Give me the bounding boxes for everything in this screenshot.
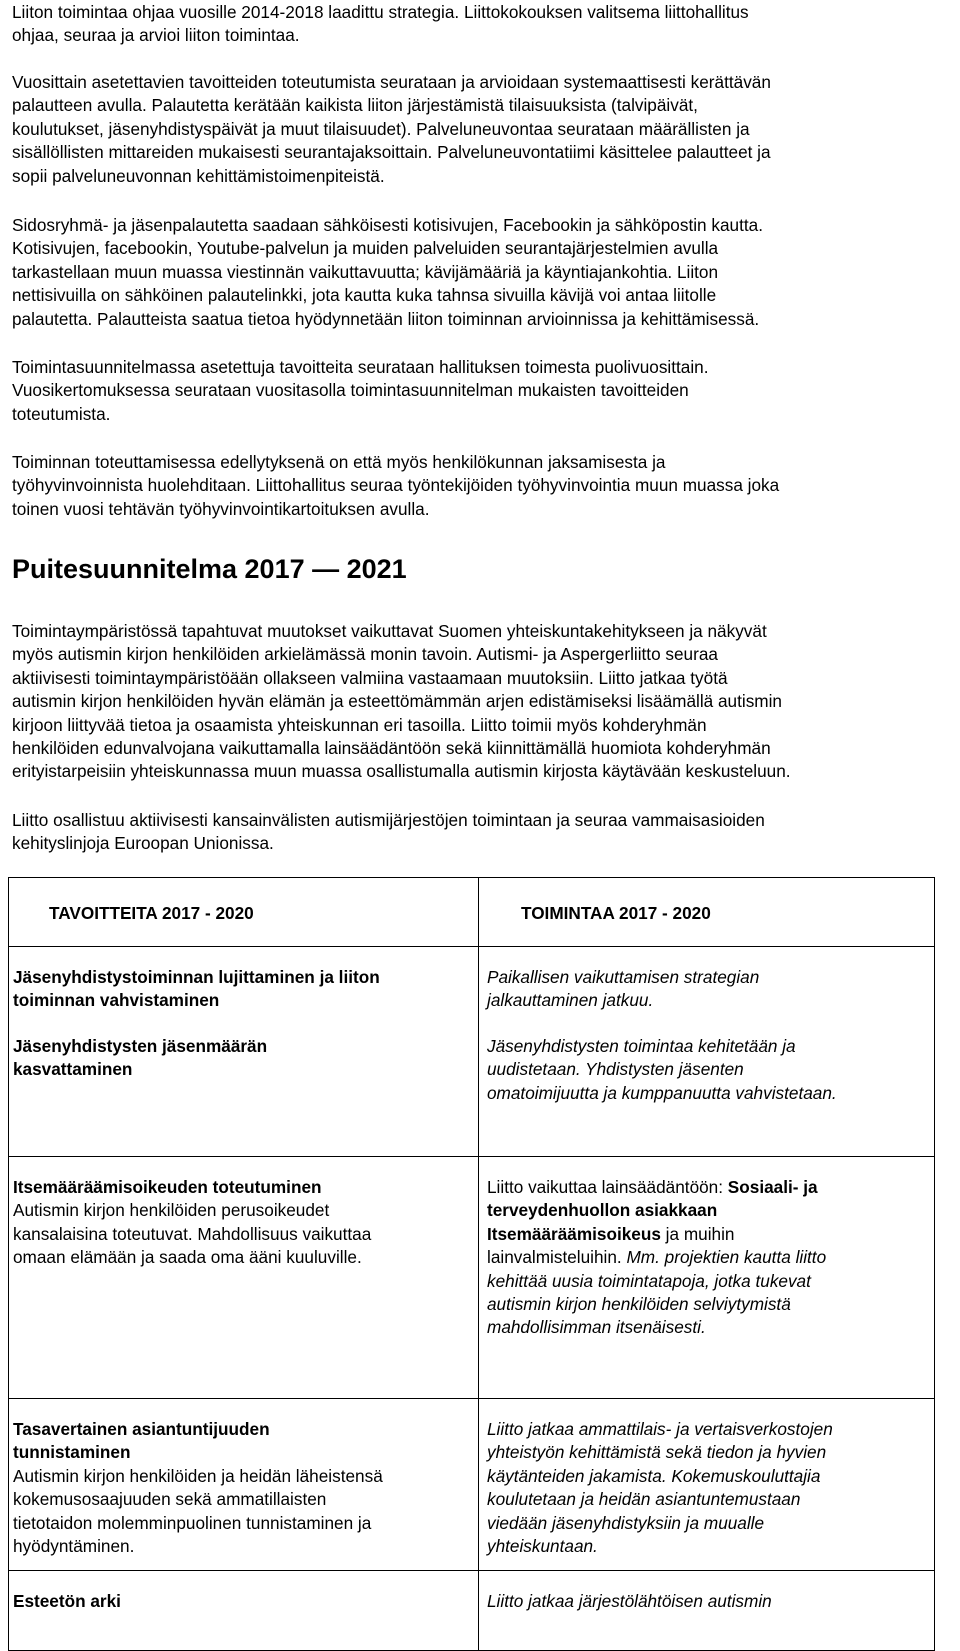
paragraph-environment: Toimintaympäristössä tapahtuvat muutokset vaikuttavat Suomen yhteiskuntakehitykseen ja näkyvät myös autismin kirjon henkilöiden arkielämässä monin tavoin. Autismi- ja Aspergerliitto seuraa aktiivisesti toimintaympäristöään ollakseen valmiina vastaamaan muutoksiin. Liitto jatkaa työtä autismin kirjon henkilöiden hyvän elämän ja esteettömämmän arjen edistämiseksi lisäämällä autismin kirjoon liittyvää tietoa ja osaamista yhteiskunnan eri tasoilla. Liitto toimii myös kohderyhmän henkilöiden edunvalvojana vaikuttamalla lainsäädäntöön sekä kiinnittämällä huomiota kohderyhmän erityistarpeisiin yhteiskunnassa muun muassa osallistumalla autismin kirjosta käytävään keskusteluun. [12,621,791,782]
table-row [9,947,935,1157]
table-header-row [9,878,935,947]
table-row [9,1157,935,1399]
action-cell: Liitto vaikuttaa lainsäädäntöön: Sosiaali- ja terveydenhuollon asiakkaan Itsemääräämisoikeus ja muihin lainvalmisteluihin. Mm. projektien kautta liitto kehittää uusia toimintatapoja, jotka tukevat autismin kirjon henkilöiden selviytymistä mahdollisimman itsenäisesti. [479,1157,935,1399]
action-cell: Liitto jatkaa järjestölähtöisen autismin [479,1571,935,1651]
paragraph-action-plan: Toimintasuunnitelmassa asetettuja tavoitteita seurataan hallituksen toimesta puolivuosittain. Vuosikertomuksessa seurataan vuositasolla toimintasuunnitelman mukaisten tavoitteiden toteutumista. [12,357,709,424]
goals-table [8,877,935,1651]
table-header-actions: TOIMINTAA 2017 - 2020 [479,878,935,947]
action-cell: Liitto jatkaa ammattilais- ja vertaisverkostojen yhteistyön kehittämistä sekä tiedon ja hyvien käytänteiden jakamista. Kokemuskouluttajia koulutetaan ja heidän asiantuntemustaan viedään jäsenyhdistyksiin ja muualle yhteiskuntaan. [479,1399,935,1571]
table-row [9,1571,935,1651]
table-row [9,1399,935,1571]
section-heading: Puitesuunnitelma 2017 — 2021 [12,554,407,584]
table-header-goals: TAVOITTEITA 2017 - 2020 [9,878,479,947]
paragraph-stakeholder-feedback: Sidosryhmä- ja jäsenpalautetta saadaan sähköisesti kotisivujen, Facebookin ja sähköpostin kautta. Kotisivujen, facebookin, Youtube-palvelun ja muiden palveluiden seurantajärjestelmien avulla tarkastellaan muun muassa viestinnän vaikuttavuutta; kävijämääriä ja käyntiajankohtia. Liiton nettisivuilla on sähköinen palautelinkki, jota kautta kuka tahnsa sivuilla kävijä voi antaa liitolle palautetta. Palautteista saatua tietoa hyödynnetään liiton toiminnan arvioinnissa ja kehittämisessä. [12,215,763,329]
action-cell: Paikallisen vaikuttamisen strategian jalkauttaminen jatkuu. Jäsenyhdistysten toimintaa kehitetään ja uudistetaan. Yhdistysten jäsenten omatoimijuutta ja kumppanuutta vahvistetaan. [479,947,935,1157]
goal-cell: Itsemääräämisoikeuden toteutuminen Autismin kirjon henkilöiden perusoikeudet kansalaisina toteutuvat. Mahdollisuus vaikuttaa omaan elämään ja saada oma ääni kuuluville. [9,1157,479,1399]
paragraph-wellbeing: Toiminnan toteuttamisessa edellytyksenä on että myös henkilökunnan jaksamisesta ja työhyvinvoinnista huolehditaan. Liittohallitus seuraa työntekijöiden työhyvinvointia muun muassa joka toinen vuosi tehtävän työhyvinvointikartoituksen avulla. [12,452,780,519]
paragraph-international: Liitto osallistuu aktiivisesti kansainvälisten autismijärjestöjen toimintaan ja seuraa vammaisasioiden kehityslinjoja Euroopan Unionissa. [12,810,765,854]
goal-cell: Esteetön arki [9,1571,479,1651]
paragraph-strategy: Liiton toimintaa ohjaa vuosille 2014-2018 laadittu strategia. Liittokokouksen valitsema liittohallitus ohjaa, seuraa ja arvioi liiton toimintaa. [12,2,749,46]
goal-cell: Jäsenyhdistystoiminnan lujittaminen ja liiton toiminnan vahvistaminen Jäsenyhdistysten jäsenmäärän kasvattaminen [9,947,479,1157]
goal-cell: Tasavertainen asiantuntijuuden tunnistaminen Autismin kirjon henkilöiden ja heidän läheistensä kokemusosaajuuden sekä ammatillaisten tietotaidon molemminpuolinen tunnistaminen ja hyödyntäminen. [9,1399,479,1571]
paragraph-feedback: Vuosittain asetettavien tavoitteiden toteutumista seurataan ja arvioidaan systemaattisesti kerättävän palautteen avulla. Palautetta kerätään kaikista liiton järjestämistä tilaisuuksista (talvipäivät, koulutukset, jäsenyhdistyspäivät ja muut tilaisuudet). Palveluneuvontaa seurataan määrällisten ja sisällöllisten mittareiden mukaisesti seurantajaksoittain. Palveluneuvontatiimi käsittelee palautteet ja sopii palveluneuvonnan kehittämistoimenpiteistä. [12,72,771,186]
